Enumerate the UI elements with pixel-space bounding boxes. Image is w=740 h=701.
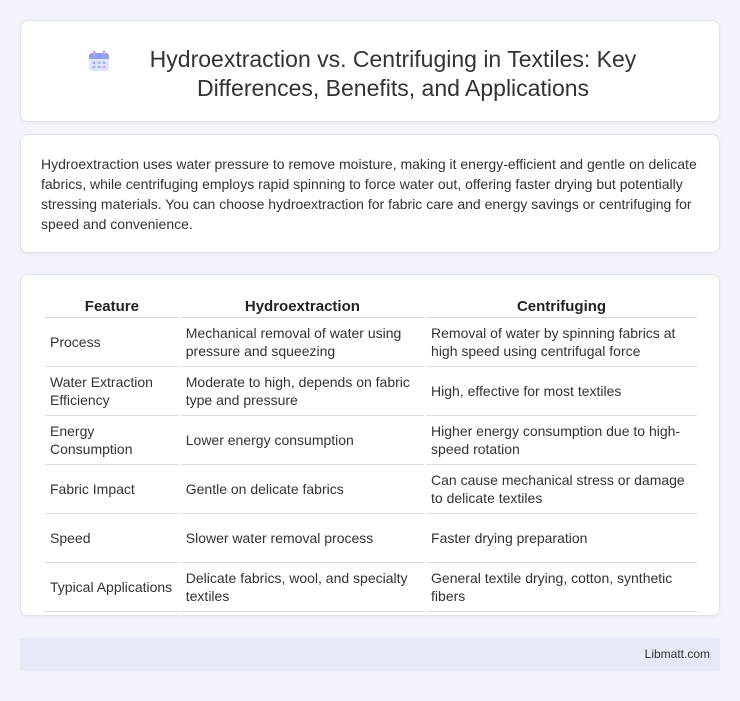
comparison-card — [20, 274, 720, 616]
feature-cell: Typical Applications — [45, 563, 179, 612]
hydroextraction-cell: Moderate to high, depends on fabric type and pressure — [181, 367, 424, 416]
footer-bar — [20, 638, 720, 671]
intro-paragraph: Hydroextraction uses water pressure to remove moisture, making it energy-efficient and gentle on delicate fabrics, while centrifuging employs rapid spinning to force water out, offering faster drying but potentially stressing materials. You can choose hydroextraction for fabric care and energy savings or centrifuging for speed and convenience. — [41, 156, 697, 232]
centrifuging-cell: General textile drying, cotton, synthetic fibers — [426, 563, 697, 612]
table-row — [45, 514, 697, 563]
hydroextraction-cell: Mechanical removal of water using pressure and squeezing — [181, 318, 424, 367]
feature-cell: Process — [45, 318, 179, 367]
table-row — [45, 416, 697, 465]
table-header-row — [45, 296, 697, 318]
centrifuging-cell: Can cause mechanical stress or damage to delicate textiles — [426, 465, 697, 514]
hydroextraction-cell: Gentle on delicate fabrics — [181, 465, 424, 514]
header-hydroextraction: Hydroextraction — [181, 296, 424, 318]
calendar-icon — [87, 49, 111, 73]
table-row — [45, 367, 697, 416]
comparison-table — [43, 296, 699, 612]
feature-cell: Water Extraction Efficiency — [45, 367, 179, 416]
header-centrifuging: Centrifuging — [426, 296, 697, 318]
hydroextraction-cell: Lower energy consumption — [181, 416, 424, 465]
table-row — [45, 318, 697, 367]
page-title: Hydroextraction vs. Centrifuging in Textiles: Key Differences, Benefits, and Applications — [149, 46, 637, 101]
title-card — [20, 20, 720, 122]
centrifuging-cell: Removal of water by spinning fabrics at high speed using centrifugal force — [426, 318, 697, 367]
footer-site-link[interactable]: Libmatt.com — [644, 647, 710, 661]
centrifuging-cell: Higher energy consumption due to high-speed rotation — [426, 416, 697, 465]
hydroextraction-cell: Delicate fabrics, wool, and specialty textiles — [181, 563, 424, 612]
title-wrap — [21, 21, 719, 103]
table-row — [45, 465, 697, 514]
centrifuging-cell: Faster drying preparation — [426, 514, 697, 563]
hydroextraction-cell: Slower water removal process — [181, 514, 424, 563]
header-feature: Feature — [45, 296, 179, 318]
centrifuging-cell: High, effective for most textiles — [426, 367, 697, 416]
feature-cell: Speed — [45, 514, 179, 563]
table-row — [45, 563, 697, 612]
feature-cell: Fabric Impact — [45, 465, 179, 514]
feature-cell: Energy Consumption — [45, 416, 179, 465]
intro-card — [20, 134, 720, 253]
